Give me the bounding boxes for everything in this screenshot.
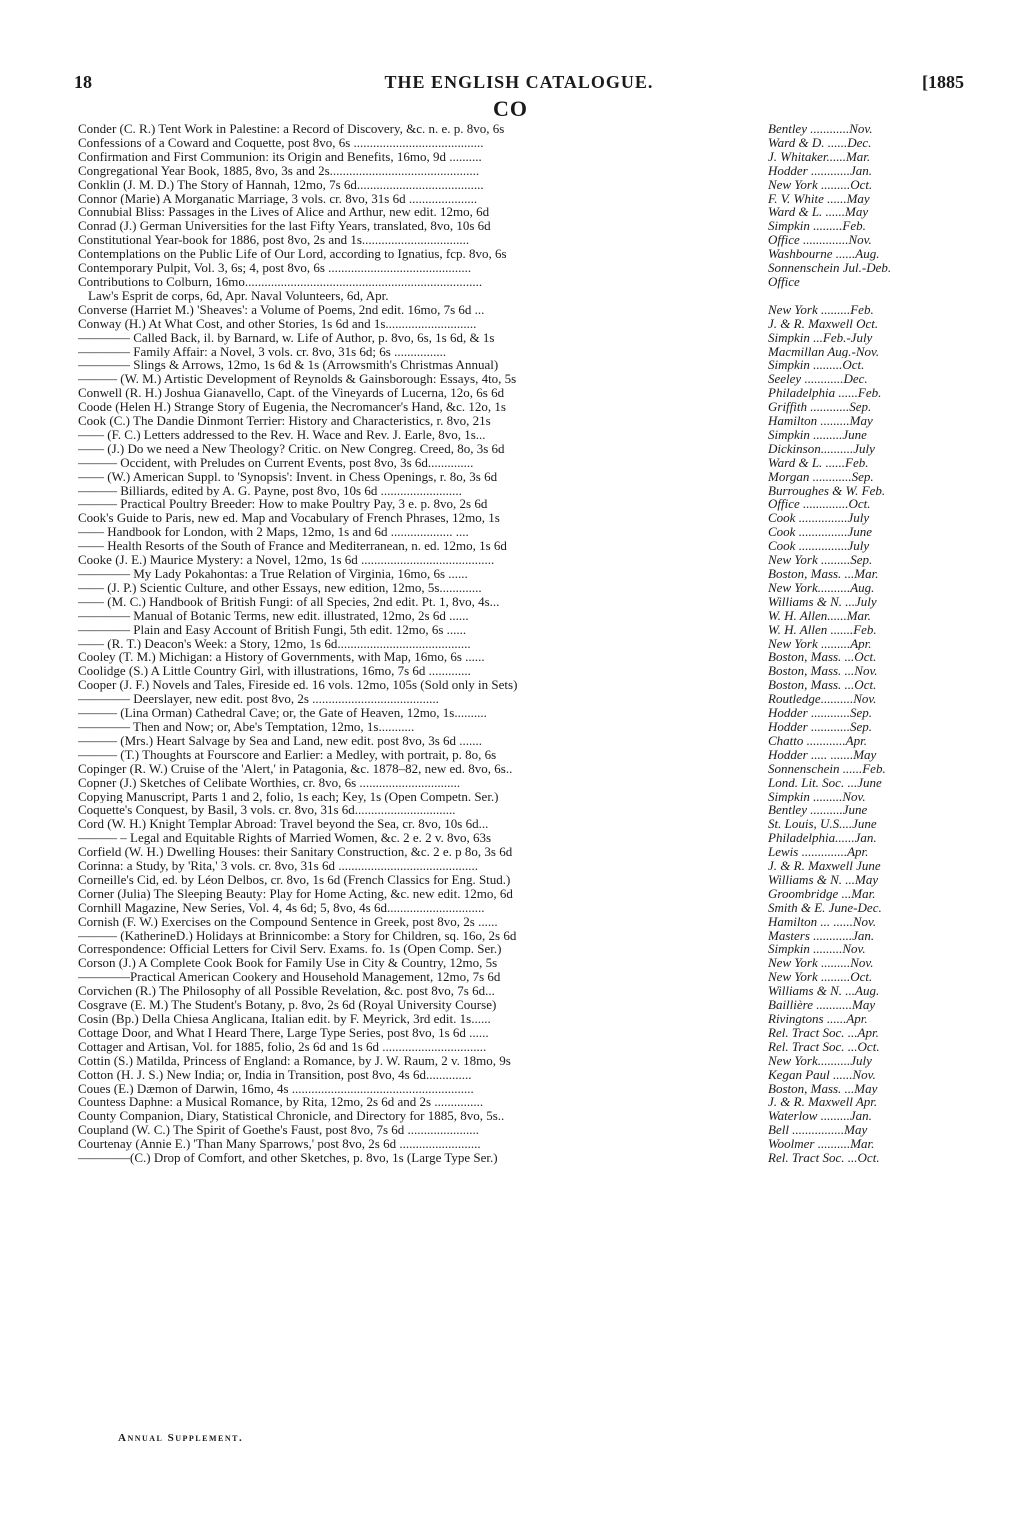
- entry-text: Copner (J.) Sketches of Celibate Worthies, cr. 8vo, 6s ...............................: [78, 775, 461, 790]
- entry-text: Cornhill Magazine, New Series, Vol. 4, 4s 6d; 5, 8vo, 4s 6d..............................: [78, 900, 485, 915]
- entry-text: —— (R. T.) Deacon's Week: a Story, 12mo, 1s 6d.........................................: [78, 636, 471, 651]
- entry-publisher: Boston, Mass. ...Oct.: [768, 678, 877, 693]
- entry-publisher: Washbourne ......Aug.: [768, 247, 880, 262]
- entry-text: County Companion, Diary, Statistical Chronicle, and Directory for 1885, 8vo, 5s..: [78, 1109, 505, 1124]
- entry-text: Confirmation and First Communion: its Origin and Benefits, 16mo, 9d ..........: [78, 149, 482, 164]
- entry-publisher: New York .........Apr.: [768, 636, 872, 651]
- catalogue-entry: [78, 150, 950, 164]
- entry-text: Corvichen (R.) The Philosophy of all Possible Revelation, &c. post 8vo, 7s 6d...: [78, 984, 495, 999]
- footer-note: Annual Supplement.: [118, 1432, 244, 1444]
- entry-text: Cottin (S.) Matilda, Princess of England: a Romance, by J. W. Raum, 2 v. 18mo, 9s: [78, 1053, 511, 1068]
- catalogue-entry: [78, 929, 950, 943]
- entry-text: Connor (Marie) A Morganatic Marriage, 3 vols. cr. 8vo, 31s 6d .....................: [78, 191, 478, 206]
- entry-publisher: Boston, Mass. ...Mar.: [768, 567, 879, 581]
- entry-text: Coquette's Conquest, by Basil, 3 vols. cr. 8vo, 31s 6d...............................: [78, 803, 456, 818]
- catalogue-entry: [78, 984, 950, 998]
- entry-text: ——— (Lina Orman) Cathedral Cave; or, the Gate of Heaven, 12mo, 1s..........: [78, 706, 487, 720]
- catalogue-entry: [78, 456, 950, 470]
- entry-text: Corner (Julia) The Sleeping Beauty: Play for Home Acting, &c. new edit. 12mo, 6d: [78, 886, 513, 901]
- entry-text: Contributions to Colburn, 16mo.........................................................................: [78, 274, 483, 289]
- catalogue-entry: [78, 859, 950, 873]
- entry-publisher: Simpkin .........Nov.: [768, 942, 866, 957]
- entry-text: ————Practical American Cookery and Household Management, 12mo, 7s 6d: [78, 970, 501, 985]
- catalogue-entry: [78, 497, 950, 511]
- section-heading: CO: [493, 96, 528, 121]
- entry-publisher: New York..........Aug.: [768, 580, 875, 595]
- entry-publisher: Hodder ............Jan.: [768, 163, 872, 178]
- entry-text: ————(C.) Drop of Comfort, and other Sketches, p. 8vo, 1s (Large Type Ser.): [78, 1151, 498, 1165]
- entry-publisher: New York .........Nov.: [768, 956, 874, 971]
- entry-text: Corson (J.) A Complete Cook Book for Family Use in City & Country, 12mo, 5s: [78, 956, 498, 971]
- entry-text: Coode (Helen H.) Strange Story of Eugenia, the Necromancer's Hand, &c. 12o, 1s: [78, 400, 506, 415]
- entry-publisher: Hodder ............Sep.: [768, 719, 872, 734]
- entry-text: Constitutional Year-book for 1886, post 8vo, 2s and 1s.................................: [78, 233, 470, 248]
- entry-text: Conklin (J. M. D.) The Story of Hannah, 12mo, 7s 6d.......................................: [78, 177, 484, 192]
- entry-publisher: New York .........Oct.: [768, 177, 873, 192]
- entry-publisher: Lewis ..............Apr.: [768, 845, 869, 860]
- entry-publisher: Hodder ............Sep.: [768, 706, 872, 720]
- catalogue-entry: [78, 386, 950, 400]
- catalogue-entry: [78, 275, 950, 289]
- entry-text: ——— (KatherineD.) Holidays at Brinnicombe: a Story for Children, sq. 16o, 2s 6d: [78, 928, 517, 943]
- entry-text: ——— – Legal and Equitable Rights of Married Women, &c. 2 e. 2 v. 8vo, 63s: [78, 831, 492, 846]
- entry-publisher: Cook ...............July: [768, 539, 870, 554]
- catalogue-entry: [78, 887, 950, 901]
- catalogue-entry: [78, 595, 950, 609]
- entry-text: Cook (C.) The Dandie Dinmont Terrier: History and Characteristics, r. 8vo, 21s: [78, 414, 491, 428]
- entry-publisher: Rel. Tract Soc. ...Apr.: [768, 1025, 879, 1040]
- entry-publisher: Cook ...............July: [768, 511, 870, 526]
- entry-text: Converse (Harriet M.) 'Sheaves': a Volume of Poems, 2nd edit. 16mo, 7s 6d ...: [78, 302, 485, 317]
- catalogue-entry: [78, 650, 950, 664]
- entry-text: Cotton (H. J. S.) New India; or, India in Transition, post 8vo, 4s 6d..............: [78, 1067, 472, 1082]
- catalogue-entry: [78, 1123, 950, 1137]
- entry-publisher: Simpkin .........Oct.: [768, 358, 865, 373]
- entry-publisher: Boston, Mass. ...May: [768, 1081, 878, 1096]
- entry-text: Courtenay (Annie E.) 'Than Many Sparrows,' post 8vo, 2s 6d .........................: [78, 1137, 481, 1152]
- catalogue-entry: [78, 525, 950, 539]
- entry-text: ———— Manual of Botanic Terms, new edit. illustrated, 12mo, 2s 6d ......: [78, 608, 469, 623]
- entry-text: Corfield (W. H.) Dwelling Houses: their Sanitary Construction, &c. 2 e. p 8o, 3s 6d: [78, 845, 513, 860]
- entry-text: Confessions of a Coward and Coquette, post 8vo, 6s ........................................: [78, 135, 484, 150]
- catalogue-entry: [78, 817, 950, 831]
- entry-text: Corneille's Cid, ed. by Léon Delbos, cr. 8vo, 1s 6d (French Classics for Eng. Stud.): [78, 872, 511, 887]
- catalogue-entry: [78, 776, 950, 790]
- entry-text: Cooper (J. F.) Novels and Tales, Fireside ed. 16 vols. 12mo, 105s (Sold only in Sets): [78, 678, 518, 693]
- entry-publisher: Hamilton ... ......Nov.: [768, 914, 877, 929]
- catalogue-entry: [78, 442, 950, 456]
- entry-text: Coupland (W. C.) The Spirit of Goethe's Faust, post 8vo, 7s 6d ......................: [78, 1123, 480, 1138]
- entry-publisher: Boston, Mass. ...Nov.: [768, 664, 878, 679]
- catalogue-entry: [78, 303, 950, 317]
- catalogue-entry: [78, 637, 950, 651]
- entry-publisher: J. Whitaker......Mar.: [768, 149, 871, 164]
- entry-text: —— (W.) American Suppl. to 'Synopsis': Invent. in Chess Openings, r. 8o, 3s 6d: [78, 469, 498, 484]
- catalogue-entry: [78, 1054, 950, 1068]
- entry-publisher: Lond. Lit. Soc. ...June: [768, 775, 882, 790]
- entry-publisher: Ward & D. ......Dec.: [768, 135, 872, 150]
- entry-text: Cosgrave (E. M.) The Student's Botany, p. 8vo, 2s 6d (Royal University Course): [78, 998, 497, 1013]
- catalogue-entry: [78, 247, 950, 261]
- catalogue-entries: [78, 122, 950, 1165]
- entry-text: ———— My Lady Pokahontas: a True Relation of Virginia, 16mo, 6s ......: [78, 567, 468, 581]
- entry-text: Correspondence: Official Letters for Civil Serv. Exams. fo. 1s (Open Comp. Ser.): [78, 942, 502, 957]
- entry-publisher: New York .........Feb.: [768, 302, 874, 317]
- entry-publisher: Sonnenschein Jul.-Deb.: [768, 261, 892, 275]
- entry-publisher: Seeley ............Dec.: [768, 372, 868, 387]
- entry-publisher: Philadelphia ......Feb.: [768, 386, 882, 401]
- entry-text: ——— Occident, with Preludes on Current Events, post 8vo, 3s 6d..............: [78, 455, 474, 470]
- catalogue-entry: [78, 1109, 950, 1123]
- entry-text: ———— Family Affair: a Novel, 3 vols. cr. 8vo, 31s 6d; 6s ................: [78, 344, 447, 359]
- entry-publisher: Rel. Tract Soc. ...Oct.: [768, 1039, 880, 1054]
- entry-text: Coolidge (S.) A Little Country Girl, with illustrations, 16mo, 7s 6d .............: [78, 664, 471, 679]
- catalogue-entry: [78, 136, 950, 150]
- catalogue-entry: [78, 1040, 950, 1054]
- entry-publisher: Burroughes & W. Feb.: [768, 483, 886, 498]
- catalogue-entry: [78, 122, 950, 136]
- catalogue-entry: [78, 1012, 950, 1026]
- entry-text: Cord (W. H.) Knight Templar Abroad: Travel beyond the Sea, cr. 8vo, 10s 6d...: [78, 817, 489, 832]
- entry-publisher: Rel. Tract Soc. ...Oct.: [768, 1151, 880, 1165]
- entry-text: Law's Esprit de corps, 6d, Apr. Naval Volunteers, 6d, Apr.: [88, 288, 389, 303]
- entry-publisher: Sonnenschein ......Feb.: [768, 761, 886, 776]
- catalogue-entry: [78, 970, 950, 984]
- catalogue-entry: [78, 511, 950, 525]
- entry-publisher: J. & R. Maxwell Apr.: [768, 1095, 878, 1110]
- entry-publisher: Morgan ............Sep.: [768, 469, 874, 484]
- catalogue-entry: [78, 1095, 950, 1109]
- entry-publisher: Kegan Paul ......Nov.: [768, 1067, 876, 1082]
- entry-text: Copying Manuscript, Parts 1 and 2, folio, 1s each; Key, 1s (Open Competn. Ser.): [78, 789, 499, 804]
- page-header: [74, 72, 964, 96]
- entry-publisher: Cook ...............June: [768, 525, 872, 540]
- entry-publisher: Griffith ............Sep.: [768, 400, 872, 415]
- entry-publisher: Macmillan Aug.-Nov.: [768, 344, 880, 359]
- catalogue-entry: [78, 942, 950, 956]
- entry-publisher: Bentley ............Nov.: [768, 122, 873, 136]
- catalogue-entry: [78, 1026, 950, 1040]
- entry-publisher: Chatto ............Apr.: [768, 733, 867, 748]
- catalogue-entry: [78, 317, 950, 331]
- catalogue-entry: [78, 678, 950, 692]
- catalogue-entry: [78, 915, 950, 929]
- catalogue-entry: [78, 470, 950, 484]
- entry-publisher: J. & R. Maxwell June: [768, 859, 881, 873]
- entry-text: Conder (C. R.) Tent Work in Palestine: a Record of Discovery, &c. n. e. p. 8vo, 6s: [78, 122, 505, 136]
- entry-text: Congregational Year Book, 1885, 8vo, 3s and 2s..............................................: [78, 163, 480, 178]
- entry-publisher: New York .........Oct.: [768, 970, 873, 985]
- entry-text: Corinna: a Study, by 'Rita,' 3 vols. cr. 8vo, 31s 6d ...........................................: [78, 859, 478, 873]
- catalogue-entry: [78, 845, 950, 859]
- catalogue-entry: [78, 901, 950, 915]
- entry-text: —— (J.) Do we need a New Theology? Critic. on New Congreg. Creed, 8o, 3s 6d: [78, 441, 505, 456]
- entry-text: Countess Daphne: a Musical Romance, by Rita, 12mo, 2s 6d and 2s ...............: [78, 1095, 484, 1110]
- entry-publisher: Baillière ...........May: [768, 998, 876, 1013]
- entry-publisher: Hodder ..... .......May: [768, 747, 877, 762]
- entry-publisher: Office: [768, 274, 800, 289]
- catalogue-entry: [78, 358, 950, 372]
- catalogue-entry: [78, 178, 950, 192]
- page-year: [1885: [922, 72, 964, 92]
- entry-text: Coues (E.) Dæmon of Darwin, 16mo, 4s ........................................................: [78, 1081, 474, 1096]
- entry-publisher: Boston, Mass. ...Oct.: [768, 650, 877, 665]
- catalogue-entry: [78, 261, 950, 275]
- catalogue-entry: [78, 706, 950, 720]
- entry-publisher: Bell ................May: [768, 1123, 868, 1138]
- page-title: THE ENGLISH CATALOGUE.: [384, 72, 654, 92]
- catalogue-entry: [78, 831, 950, 845]
- catalogue-entry: [78, 164, 950, 178]
- entry-publisher: Dickinson..........July: [768, 441, 875, 456]
- entry-text: ———— Plain and Easy Account of British Fungi, 5th edit. 12mo, 6s ......: [78, 622, 467, 637]
- catalogue-entry: [78, 428, 950, 442]
- entry-text: Cottage Door, and What I Heard There, Large Type Series, post 8vo, 1s 6d ......: [78, 1025, 489, 1040]
- entry-publisher: Simpkin .........Nov.: [768, 789, 866, 804]
- catalogue-entry: [78, 998, 950, 1012]
- catalogue-entry: [78, 762, 950, 776]
- entry-publisher: J. & R. Maxwell Oct.: [768, 316, 879, 331]
- entry-text: —— Handbook for London, with 2 Maps, 12mo, 1s and 6d ................... ....: [78, 525, 469, 540]
- entry-publisher: Simpkin .........Feb.: [768, 219, 866, 234]
- catalogue-entry: [78, 400, 950, 414]
- entry-text: ——— (T.) Thoughts at Fourscore and Earlier: a Medley, with portrait, p. 8o, 6s: [78, 747, 497, 762]
- catalogue-entry: [78, 790, 950, 804]
- entry-text: ——— Practical Poultry Breeder: How to make Poultry Pay, 3 e. p. 8vo, 2s 6d: [78, 497, 488, 512]
- entry-text: ———— Deerslayer, new edit. post 8vo, 2s .......................................: [78, 692, 439, 707]
- catalogue-entry: [78, 233, 950, 247]
- entry-text: ———— Slings & Arrows, 12mo, 1s 6d & 1s (Arrowsmith's Christmas Annual): [78, 358, 499, 373]
- entry-text: —— (F. C.) Letters addressed to the Rev. H. Wace and Rev. J. Earle, 8vo, 1s...: [78, 427, 486, 442]
- entry-publisher: St. Louis, U.S....June: [768, 817, 877, 832]
- entry-text: Cornish (F. W.) Exercises on the Compound Sentence in Greek, post 8vo, 2s ......: [78, 914, 498, 929]
- entry-text: Cottager and Artisan, Vol. for 1885, folio, 2s 6d and 1s 6d ................................: [78, 1039, 487, 1054]
- catalogue-entry: [78, 1068, 950, 1082]
- entry-text: ——— Billiards, edited by A. G. Payne, post 8vo, 10s 6d .........................: [78, 483, 462, 498]
- entry-text: ——— (Mrs.) Heart Salvage by Sea and Land, new edit. post 8vo, 3s 6d .......: [78, 733, 483, 748]
- entry-publisher: Simpkin ...Feb.-July: [768, 330, 873, 345]
- entry-publisher: Ward & L. ......Feb.: [768, 455, 869, 470]
- catalogue-entry: [78, 803, 950, 817]
- catalogue-entry: [78, 623, 950, 637]
- entry-publisher: New York .........Sep.: [768, 553, 873, 568]
- entry-publisher: W. H. Allen......Mar.: [768, 608, 871, 623]
- catalogue-entry: [78, 956, 950, 970]
- entry-publisher: New York..........July: [768, 1053, 872, 1068]
- catalogue-entry: [78, 1082, 950, 1096]
- entry-publisher: Routledge..........Nov.: [768, 692, 877, 707]
- catalogue-entry: [78, 873, 950, 887]
- entry-publisher: Williams & N. ...May: [768, 872, 879, 887]
- entry-text: Conrad (J.) German Universities for the last Fifty Years, translated, 8vo, 10s 6d: [78, 219, 491, 234]
- catalogue-entry: [78, 484, 950, 498]
- entry-text: Cooley (T. M.) Michigan: a History of Governments, with Map, 16mo, 6s ......: [78, 650, 485, 665]
- entry-publisher: Office ..............Oct.: [768, 497, 871, 512]
- catalogue-entry: [78, 414, 950, 428]
- catalogue-entry: [78, 553, 950, 567]
- entry-publisher: Hamilton .........May: [768, 414, 873, 428]
- entry-text: ——— (W. M.) Artistic Development of Reynolds & Gainsborough: Essays, 4to, 5s: [78, 372, 517, 387]
- entry-publisher: Office ..............Nov.: [768, 233, 872, 248]
- entry-publisher: Smith & E. June-Dec.: [768, 900, 882, 915]
- catalogue-entry: [78, 1137, 950, 1151]
- entry-text: Copinger (R. W.) Cruise of the 'Alert,' in Patagonia, &c. 1878–82, new ed. 8vo, 6s..: [78, 761, 513, 776]
- catalogue-entry: [78, 567, 950, 581]
- catalogue-entry: [78, 539, 950, 553]
- entry-text: Contemporary Pulpit, Vol. 3, 6s; 4, post 8vo, 6s ............................................: [78, 261, 472, 275]
- entry-publisher: Philadelphia......Jan.: [768, 831, 877, 846]
- catalogue-entry: [78, 581, 950, 595]
- catalogue-entry: [78, 205, 950, 219]
- catalogue-entry: [78, 734, 950, 748]
- entry-publisher: Bentley ..........June: [768, 803, 868, 818]
- catalogue-entry: [78, 192, 950, 206]
- catalogue-entry: [78, 345, 950, 359]
- entry-text: —— Health Resorts of the South of France and Mediterranean, n. ed. 12mo, 1s 6d: [78, 539, 507, 554]
- entry-publisher: Ward & L. ......May: [768, 205, 869, 220]
- entry-publisher: Groombridge ...Mar.: [768, 886, 876, 901]
- entry-text: Connubial Bliss: Passages in the Lives of Alice and Arthur, new edit. 12mo, 6d: [78, 205, 490, 220]
- catalogue-entry: [78, 289, 950, 303]
- catalogue-entry: [78, 609, 950, 623]
- catalogue-entry: [78, 692, 950, 706]
- catalogue-entry: [78, 720, 950, 734]
- catalogue-entry: [78, 1151, 950, 1165]
- entry-text: Conwell (R. H.) Joshua Gianavello, Capt. of the Vineyards of Lucerna, 12o, 6s 6d: [78, 386, 505, 401]
- catalogue-entry: [78, 331, 950, 345]
- entry-publisher: W. H. Allen .......Feb.: [768, 622, 877, 637]
- entry-text: Conway (H.) At What Cost, and other Stories, 1s 6d and 1s............................: [78, 316, 477, 331]
- catalogue-entry: [78, 219, 950, 233]
- entry-publisher: Williams & N. ...July: [768, 594, 877, 609]
- entry-text: —— (M. C.) Handbook of British Fungi: of all Species, 2nd edit. Pt. 1, 8vo, 4s...: [78, 594, 500, 609]
- entry-text: —— (J. P.) Scientic Culture, and other Essays, new edition, 12mo, 5s.............: [78, 580, 482, 595]
- entry-publisher: Rivingtons ......Apr.: [768, 1012, 868, 1026]
- entry-publisher: Woolmer ..........Mar.: [768, 1137, 875, 1152]
- entry-publisher: F. V. White ......May: [768, 191, 870, 206]
- entry-publisher: Simpkin .........June: [768, 427, 867, 442]
- entry-text: Cooke (J. E.) Maurice Mystery: a Novel, 12mo, 1s 6d .........................................: [78, 553, 495, 568]
- page-number: 18: [74, 72, 92, 92]
- entry-publisher: Williams & N. ...Aug.: [768, 984, 880, 999]
- entry-publisher: Waterlow .........Jan.: [768, 1109, 872, 1124]
- entry-publisher: Masters ............Jan.: [768, 928, 875, 943]
- entry-text: ———— Called Back, il. by Barnard, w. Life of Author, p. 8vo, 6s, 1s 6d, & 1s: [78, 330, 495, 345]
- entry-text: Cosin (Bp.) Della Chiesa Anglicana, Italian edit. by F. Meyrick, 3rd edit. 1s......: [78, 1012, 491, 1026]
- catalogue-entry: [78, 372, 950, 386]
- entry-text: ———— Then and Now; or, Abe's Temptation, 12mo, 1s...........: [78, 719, 415, 734]
- catalogue-entry: [78, 664, 950, 678]
- entry-text: Cook's Guide to Paris, new ed. Map and Vocabulary of French Phrases, 12mo, 1s: [78, 511, 500, 526]
- catalogue-entry: [78, 748, 950, 762]
- entry-text: Contemplations on the Public Life of Our Lord, according to Ignatius, fcp. 8vo, 6s: [78, 247, 507, 262]
